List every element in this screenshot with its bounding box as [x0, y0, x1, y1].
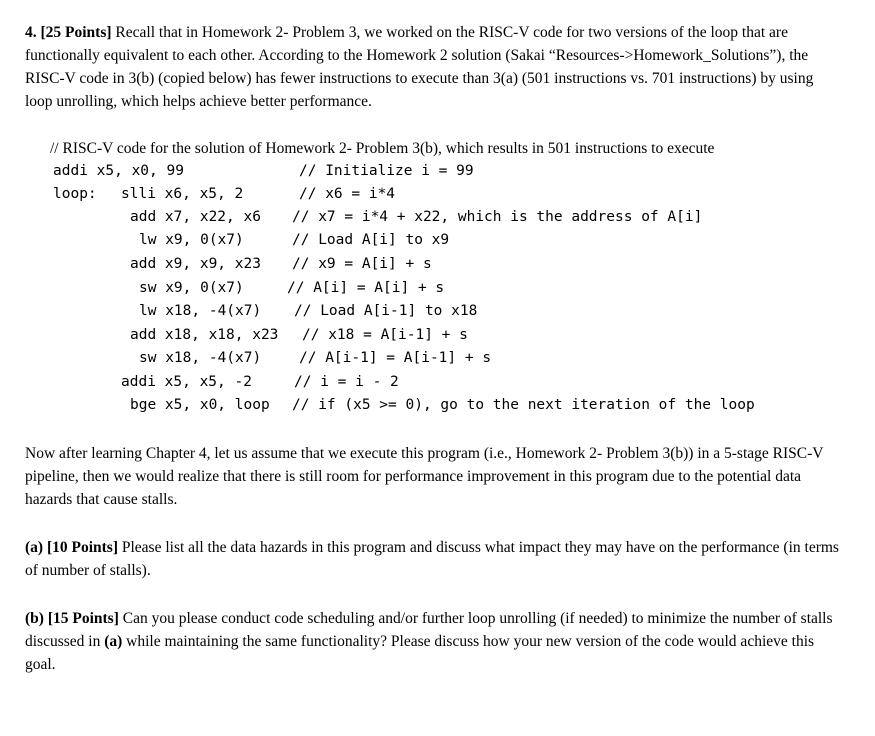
code-label-loop: loop: [53, 186, 97, 202]
code-comment-5: // A[i] = A[i] + s [287, 280, 445, 296]
code-comment-9: // i = i - 2 [294, 374, 399, 390]
part-b-label: (b) [15 Points] [25, 610, 119, 627]
part-b-text-2: while maintaining the same functionality? Please discuss how your new version of the code would achieve this goal. [25, 633, 815, 673]
code-instr-5: sw x9, 0(x7) [139, 280, 244, 296]
question-4-text: Recall that in Homework 2- Problem 3, we worked on the RISC-V code for two versions of the loop that are functionally equivalent to each other. According to the Homework 2 solution (Sakai “Resources->Homework_Solutions”), the RISC-V code in 3(b) (copied below) has fewer instructions to execute than 3(a) (501 instructions vs. 701 instructions) by using loop unrolling, which helps achieve better performance. [25, 24, 814, 110]
code-instr-8: sw x18, -4(x7) [139, 350, 262, 366]
code-instr-6: lw x18, -4(x7) [139, 303, 262, 319]
part-b-text-1: Can you please conduct code scheduling and/or further loop unrolling (if needed) to minimize the number of stalls discussed in [25, 610, 833, 650]
code-instr-7: add x18, x18, x23 [130, 327, 279, 343]
code-comment-0: // Initialize i = 99 [299, 163, 474, 179]
code-comment-10: // if (x5 >= 0), go to the next iteration of the loop [292, 397, 755, 413]
code-instr-4: add x9, x9, x23 [130, 256, 261, 272]
question-4-label: 4. [25 Points] [25, 24, 112, 41]
code-instr-0: addi x5, x0, 99 [53, 163, 184, 179]
part-a-label: (a) [10 Points] [25, 539, 118, 556]
code-instr-10: bge x5, x0, loop [130, 397, 270, 413]
code-comment-8: // A[i-1] = A[i-1] + s [299, 350, 492, 366]
code-comment-2: // x7 = i*4 + x22, which is the address of A[i] [292, 209, 703, 225]
code-instr-9: addi x5, x5, -2 [121, 374, 252, 390]
pipeline-paragraph: Now after learning Chapter 4, let us assume that we execute this program (i.e., Homework 2- Problem 3(b)) in a 5-stage RISC-V pipeline, then we would realize that there is still room for performance improvement in this program due to the potential data hazards that cause stalls. [25, 445, 824, 508]
code-comment-6: // Load A[i-1] to x18 [294, 303, 478, 319]
part-b [25, 607, 840, 676]
part-a-text: Please list all the data hazards in this program and discuss what impact they may have on the performance (in terms of number of stalls). [25, 539, 839, 579]
code-comment-7: // x18 = A[i-1] + s [302, 327, 468, 343]
part-b-ref: (a) [104, 633, 123, 650]
code-comment-1: // x6 = i*4 [299, 186, 396, 202]
part-a [25, 536, 840, 582]
question-4-intro [25, 21, 840, 113]
code-header-comment: // RISC-V code for the solution of Homework 2- Problem 3(b), which results in 501 instructions to execute [50, 140, 715, 157]
code-instr-1: slli x6, x5, 2 [121, 186, 244, 202]
code-comment-3: // Load A[i] to x9 [292, 232, 450, 248]
code-comment-4: // x9 = A[i] + s [292, 256, 432, 272]
code-instr-2: add x7, x22, x6 [130, 209, 261, 225]
code-instr-3: lw x9, 0(x7) [139, 232, 244, 248]
